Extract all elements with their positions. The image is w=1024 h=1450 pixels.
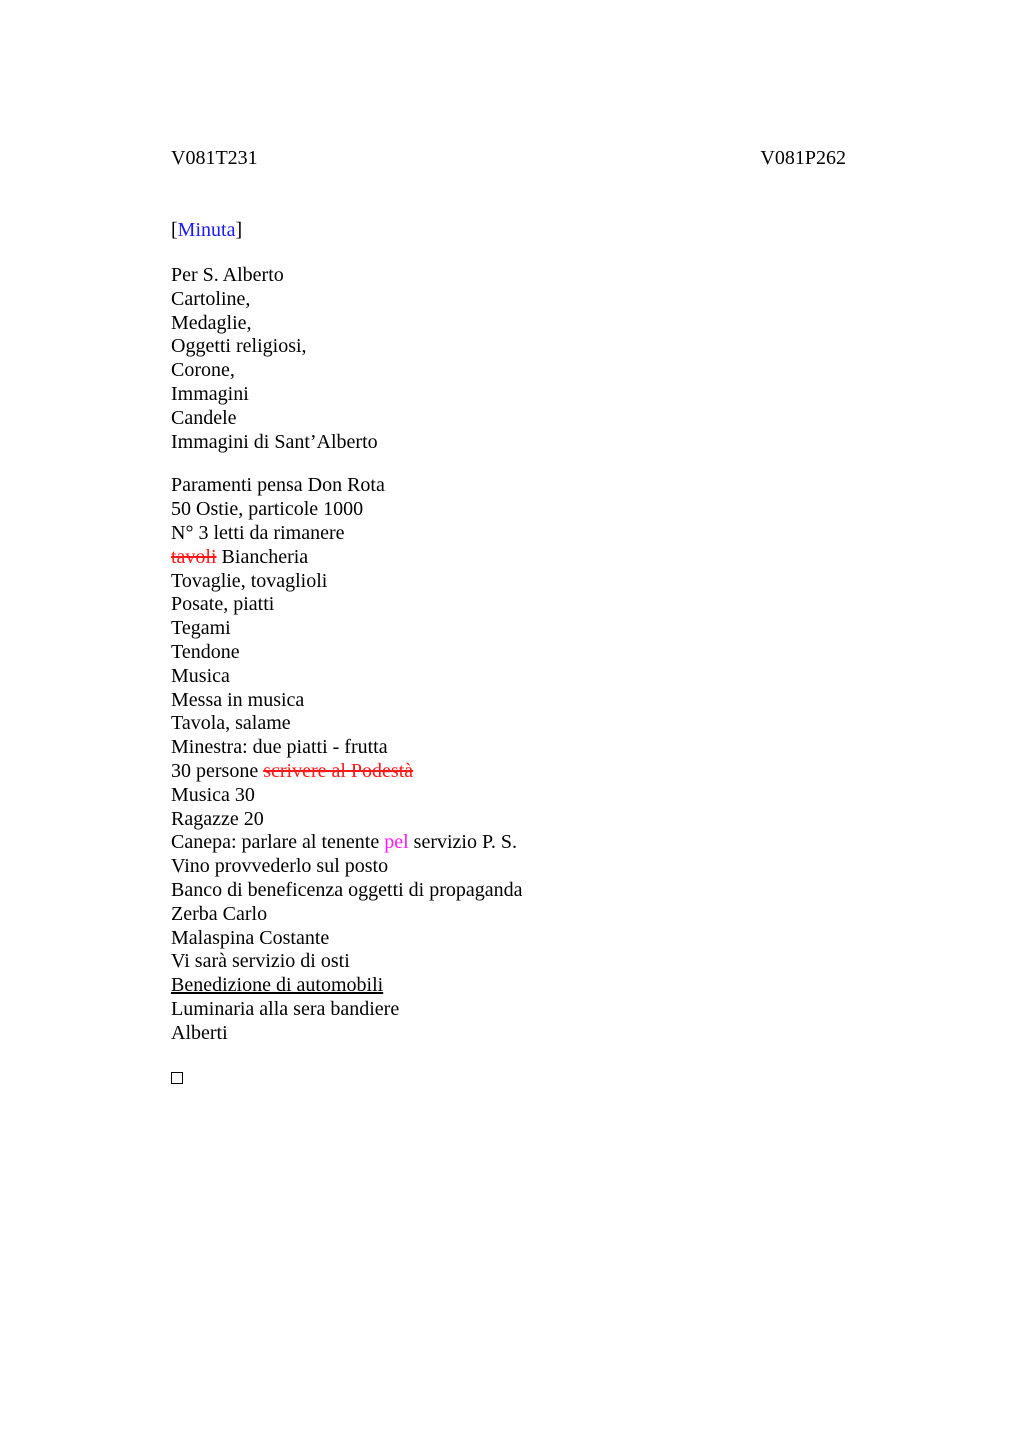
right-code: V081P262 — [760, 147, 846, 169]
text-line: Minestra: due piatti - frutta — [171, 736, 388, 759]
section-items-list — [171, 264, 846, 454]
deleted-text: scrivere al Podestà — [263, 759, 414, 782]
line-text: 30 persone — [171, 759, 264, 782]
text-line — [171, 831, 846, 855]
text-line: Tovaglie, tovaglioli — [171, 569, 328, 592]
text-line: Corone, — [171, 359, 235, 382]
text-line: Messa in musica — [171, 688, 305, 711]
text-line: Vino provvederlo sul posto — [171, 855, 389, 878]
document-type — [171, 216, 846, 244]
text-line: Immagini — [171, 382, 249, 405]
text-line: Oggetti religiosi, — [171, 335, 307, 358]
document-type-label: Minuta — [177, 219, 236, 241]
text-line: Cartoline, — [171, 287, 251, 310]
line-text: servizio P. S. — [408, 831, 517, 854]
line-text: Biancheria — [216, 545, 309, 568]
text-line: Medaglie, — [171, 311, 252, 334]
open-bracket: [ — [171, 219, 178, 241]
end-square-icon — [171, 1072, 183, 1084]
text-line: Alberti — [171, 1021, 228, 1044]
text-line: Vi sarà servizio di osti — [171, 950, 350, 973]
text-line: Posate, piatti — [171, 593, 275, 616]
deleted-text: tavoli — [171, 545, 217, 568]
text-line: Luminaria alla sera bandiere — [171, 997, 400, 1020]
document-page — [171, 144, 846, 1084]
text-line — [171, 546, 846, 570]
underlined-text: Benedizione di automobili — [171, 974, 384, 997]
text-line: Tavola, salame — [171, 712, 291, 735]
close-bracket: ] — [235, 219, 243, 241]
text-line: Malaspina Costante — [171, 926, 330, 949]
text-line: Musica — [171, 664, 230, 687]
section-arrangements — [171, 474, 846, 1045]
text-line — [171, 760, 846, 784]
text-line: Zerba Carlo — [171, 902, 268, 925]
text-line: Tendone — [171, 640, 240, 663]
text-line: 50 Ostie, particole 1000 — [171, 498, 364, 521]
text-line — [171, 974, 846, 998]
text-line: Per S. Alberto — [171, 264, 284, 286]
added-text: pel — [384, 831, 409, 854]
text-line: Candele — [171, 406, 237, 429]
document-header — [171, 144, 846, 172]
text-line: Ragazze 20 — [171, 807, 264, 830]
text-line: N° 3 letti da rimanere — [171, 521, 345, 544]
text-line: Paramenti pensa Don Rota — [171, 474, 385, 497]
text-line: Banco di beneficenza oggetti di propaganda — [171, 878, 523, 901]
left-code: V081T231 — [171, 147, 258, 169]
text-line: Tegami — [171, 617, 231, 640]
line-text: Canepa: parlare al tenente — [171, 831, 385, 854]
text-line: Immagini di Sant’Alberto — [171, 430, 378, 453]
text-line: Musica 30 — [171, 783, 255, 806]
